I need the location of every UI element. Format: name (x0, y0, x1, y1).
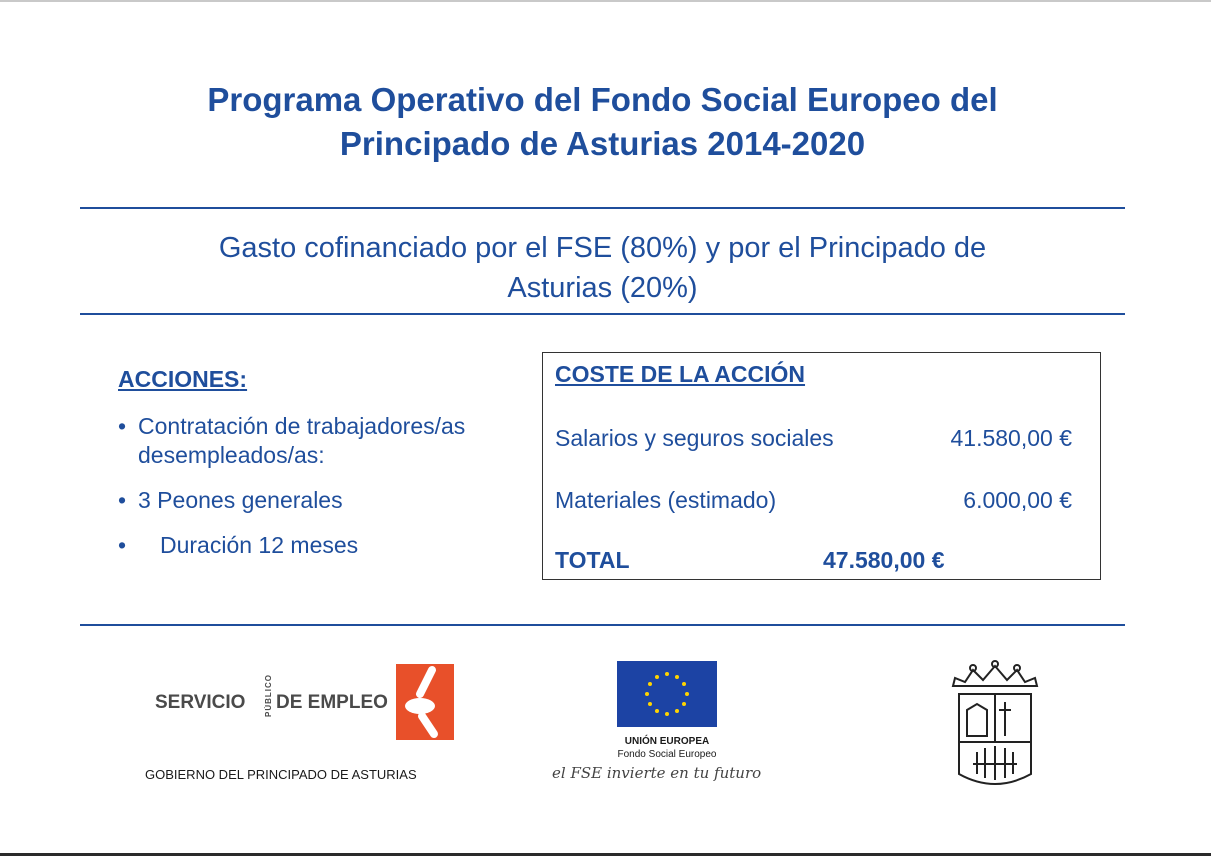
eu-flag-icon (617, 661, 717, 727)
sepe-logo-vertical-text: PÚBLICO (264, 674, 273, 717)
bullet-icon: • (118, 487, 127, 513)
eu-title: UNIÓN EUROPEA (624, 736, 710, 747)
action-item (118, 412, 528, 470)
sepe-mark-icon (396, 664, 454, 740)
cost-total-label: TOTAL (555, 547, 630, 573)
page-title (80, 78, 1125, 166)
cost-total-amount: 47.580,00 € (823, 547, 945, 573)
actions-heading (118, 362, 528, 396)
coat-of-arms-icon (945, 656, 1045, 801)
subtitle-line-2: Asturias (20%) (507, 272, 698, 304)
divider-bottom (80, 624, 1125, 626)
top-edge-line (0, 0, 1211, 2)
eu-subtitle: Fondo Social Europeo (617, 749, 717, 760)
bullet-icon: • (118, 413, 127, 439)
title-line-2: Principado de Asturias 2014-2020 (339, 125, 866, 162)
actions-heading-text: ACCIONES (118, 366, 240, 392)
sepe-logo (155, 662, 455, 742)
action-item (118, 531, 528, 560)
cost-title: COSTE DE LA ACCIÓN (555, 361, 806, 387)
action-item-text: Duración 12 meses (160, 532, 359, 558)
divider-middle (80, 313, 1125, 315)
actions-heading-colon: : (239, 366, 248, 392)
actions-section (118, 362, 528, 576)
cost-box (542, 352, 1101, 580)
sepe-logo-left-text: SERVICIO (155, 692, 246, 713)
cost-row-label: Materiales (estimado) (555, 487, 777, 513)
divider-top (80, 207, 1125, 209)
actions-list (118, 412, 528, 560)
cost-row-label: Salarios y seguros sociales (555, 425, 834, 451)
gobierno-caption: GOBIERNO DEL PRINCIPADO DE ASTURIAS (145, 767, 417, 782)
action-item-text: Contratación de trabajadores/as desempleados/as: (138, 413, 466, 468)
cost-row-amount: 41.580,00 € (950, 425, 1072, 451)
eu-motto: el FSE invierte en tu futuro (552, 764, 762, 782)
bottom-edge-line (0, 853, 1211, 856)
subtitle-line-1: Gasto cofinanciado por el FSE (80%) y por el Principado de (218, 232, 987, 264)
bullet-icon: • (118, 532, 127, 558)
cofinancing-subtitle (80, 228, 1125, 308)
title-line-1: Programa Operativo del Fondo Social Europeo del (207, 81, 998, 118)
cost-row-amount: 6.000,00 € (963, 487, 1072, 513)
action-item-text: 3 Peones generales (138, 487, 343, 513)
action-item (118, 486, 528, 515)
sepe-logo-right-text: DE EMPLEO (276, 692, 388, 713)
